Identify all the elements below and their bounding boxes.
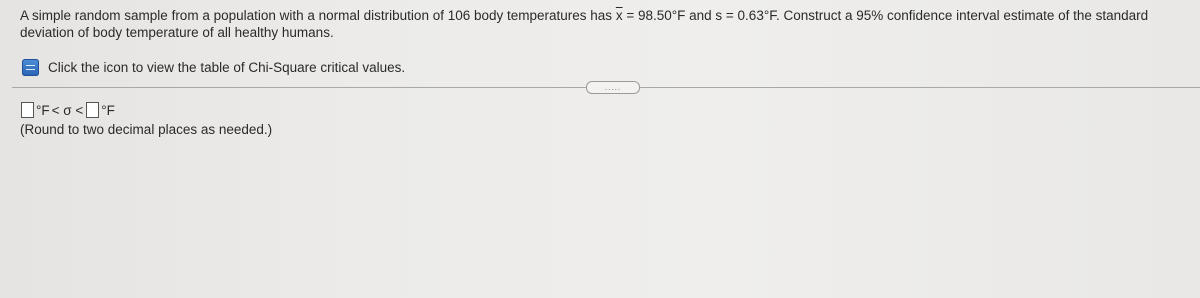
- answer-row: [21, 101, 115, 119]
- chi-square-table-link[interactable]: Click the icon to view the table of Chi-Square critical values.: [48, 59, 406, 75]
- question-text: [20, 7, 1180, 41]
- chi-square-table-link-row: [22, 57, 405, 77]
- rounding-note: (Round to two decimal places as needed.): [20, 122, 273, 137]
- expand-button[interactable]: .....: [586, 81, 640, 94]
- lower-bound-input[interactable]: [21, 102, 34, 118]
- lower-unit: °F: [36, 102, 50, 118]
- book-icon[interactable]: [22, 59, 39, 76]
- question-part1: A simple random sample from a population with a normal distribution of 106 body temperatures has: [20, 8, 616, 23]
- sigma-inequality: < σ <: [51, 102, 84, 118]
- xbar-symbol: x: [615, 8, 623, 23]
- upper-unit: °F: [101, 102, 115, 118]
- question-part2: = 98.50°F and s = 0.63°F. Construct a 95% confidence interval estimate of the standard deviation of body temperature of all healthy humans.: [20, 8, 1149, 40]
- upper-bound-input[interactable]: [86, 102, 99, 118]
